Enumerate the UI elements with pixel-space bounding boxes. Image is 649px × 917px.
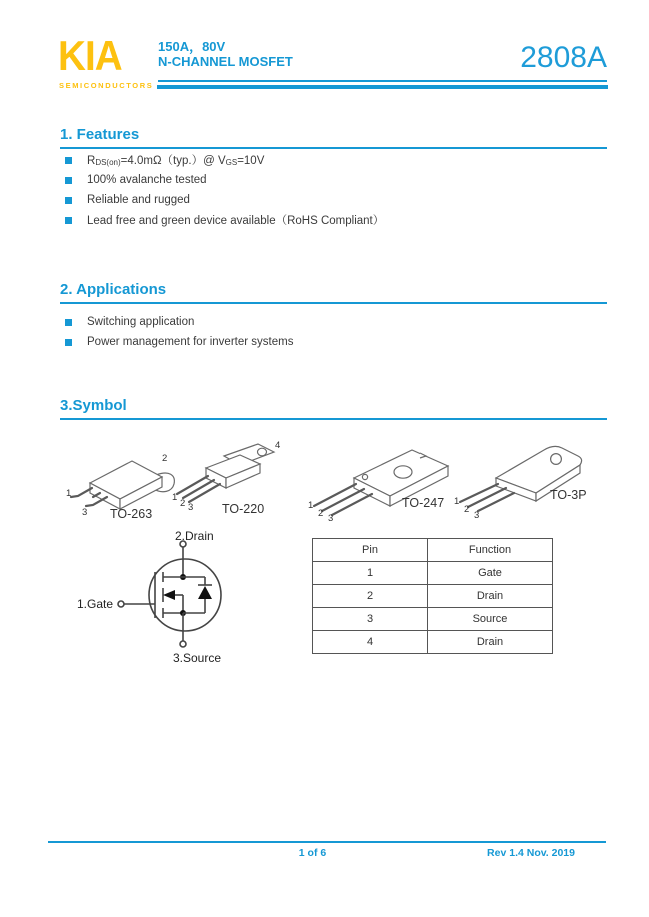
features-heading: 1. Features [60,126,607,149]
pin-cell: 3 [313,608,428,631]
pin-label: 1 [454,496,460,507]
package-name: TO-247 [402,496,445,510]
feature-text: $R_{DS(on)}=4.0m\Omega(typ.)@$ $V_{GS}=10V$ [87,155,265,167]
package-to220 [172,440,284,525]
bullet-icon [65,197,72,204]
pin-label: 1 [66,488,72,499]
drain-label: 2.Drain [175,529,214,543]
function-cell: Source [428,608,553,631]
application-item [65,332,293,352]
table-row [313,585,553,608]
header-rule-thick [157,85,608,89]
pin-label: 3 [188,502,194,513]
to247-drawing-icon [308,438,460,524]
pin-label: 2 [162,453,168,464]
function-cell: Gate [428,562,553,585]
pin-label: 3 [474,510,480,521]
bullet-icon [65,217,72,224]
pin-label: 2 [180,498,186,509]
feature-text: 100% avalanche tested [87,174,207,186]
package-to3p [452,438,600,520]
applications-list [65,312,293,352]
header-rule-thin [158,80,607,82]
footer-revision: Rev 1.4 Nov. 2019 [487,847,575,859]
feature-text: Reliable and rugged [87,194,190,206]
pin-cell: 1 [313,562,428,585]
pin-function-table [312,538,553,654]
package-name: TO-263 [110,507,153,521]
part-number: 2808A [520,41,607,74]
table-header-row [313,539,553,562]
package-to247 [308,438,460,524]
source-label: 3.Source [173,651,222,665]
feature-item [65,210,384,230]
table-row [313,608,553,631]
bullet-icon [65,339,72,346]
function-cell: Drain [428,585,553,608]
kia-logo: KIA [58,32,122,79]
feature-item [65,150,384,170]
pin-label: 2 [318,508,324,519]
to3p-drawing-icon [452,438,600,520]
kia-logo-subtext: SEMICONDUCTORS [59,81,154,90]
pin-label: 1 [172,492,178,503]
application-item [65,312,293,332]
pin-label: 3 [328,513,334,524]
bullet-icon [65,157,72,164]
device-type: N-CHANNEL MOSFET [158,54,293,69]
application-text: Power management for inverter systems [87,336,294,348]
footer-rule [48,841,606,843]
pin-header: Pin [313,539,428,562]
gate-label: 1.Gate [77,597,114,611]
device-rating: 150A，80V [158,39,226,54]
bullet-icon [65,177,72,184]
pin-label: 3 [82,507,88,518]
feature-item [65,190,384,210]
mosfet-symbol [75,528,295,668]
applications-heading: 2. Applications [60,281,607,304]
pin-cell: 2 [313,585,428,608]
pin-cell: 4 [313,631,428,654]
table-row [313,562,553,585]
feature-item [65,170,384,190]
package-name: TO-3P [550,488,587,502]
bullet-icon [65,319,72,326]
pin-label: 2 [464,504,470,515]
table-row [313,631,553,654]
application-text: Switching application [87,316,195,328]
symbol-heading: 3.Symbol [60,397,607,420]
footer-page-number: 1 of 6 [298,847,327,859]
package-to263 [66,447,181,532]
function-cell: Drain [428,631,553,654]
feature-text: Lead free and green device available（RoHS Compliant） [87,215,385,227]
features-list [65,150,384,230]
function-header: Function [428,539,553,562]
pin-label: 1 [308,500,314,511]
package-name: TO-220 [222,502,265,516]
pin-label: 4 [275,440,281,451]
